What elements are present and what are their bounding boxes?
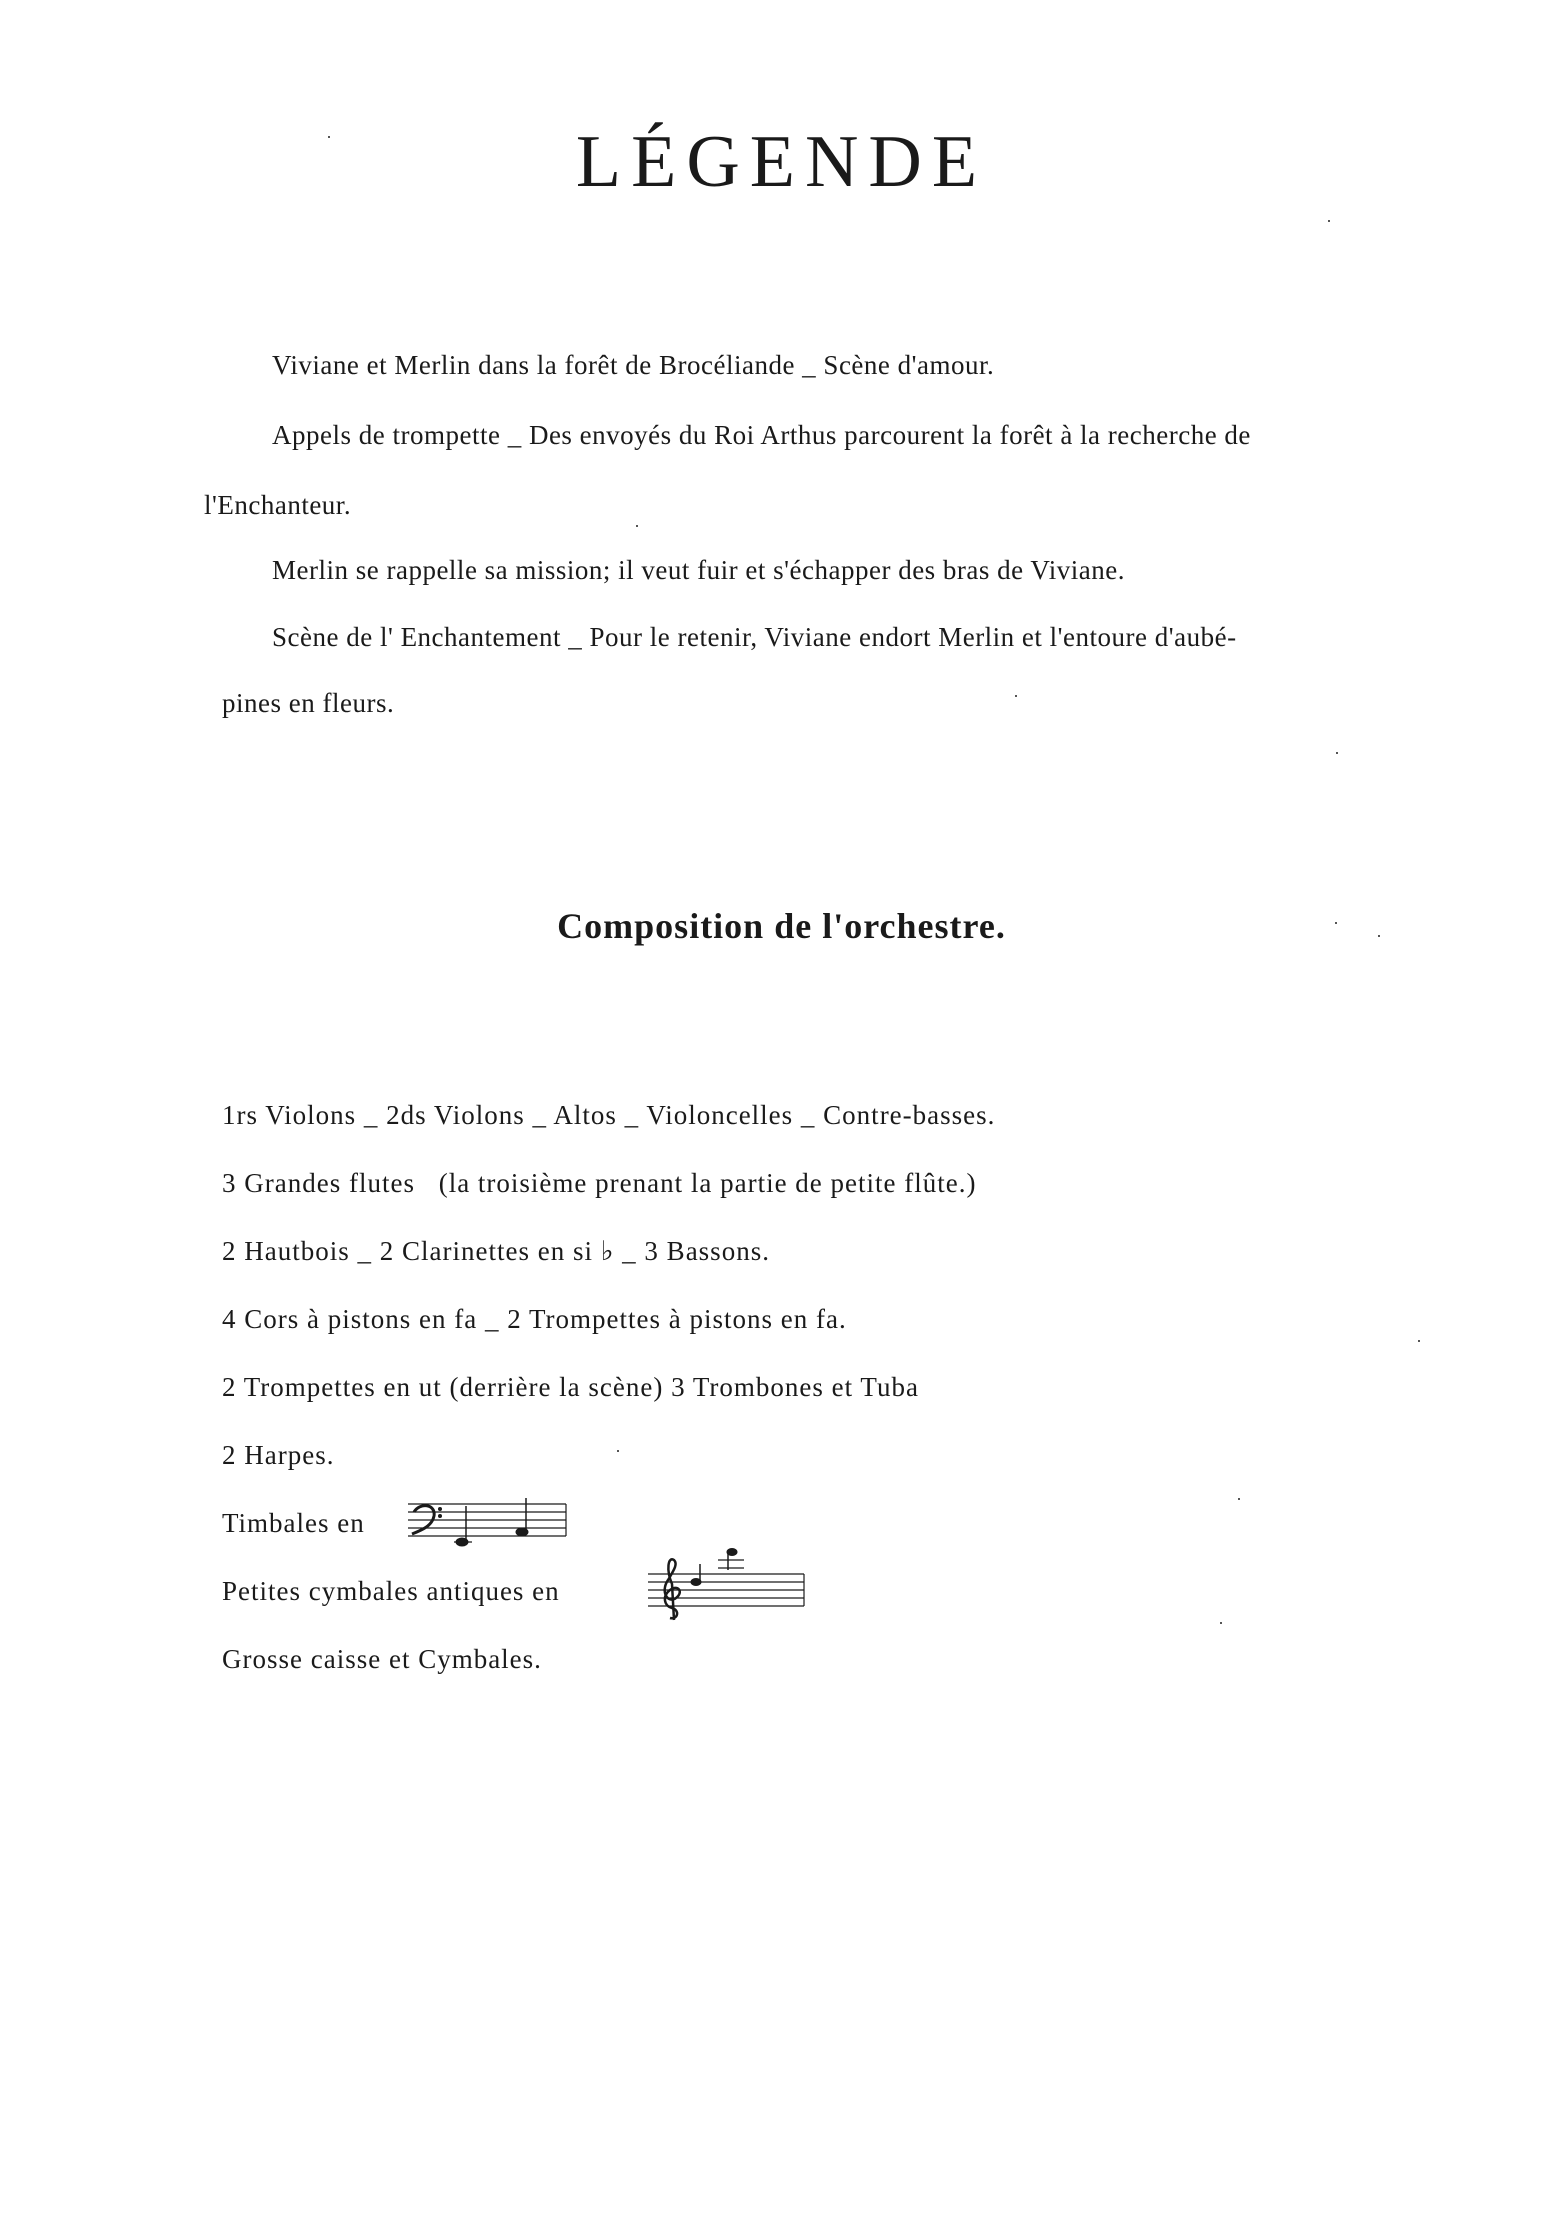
legend-paragraph-1: Viviane et Merlin dans la forêt de Brocéliande _ Scène d'amour.: [272, 350, 995, 380]
antique-cymbals-treble-staff: [648, 1540, 808, 1624]
instrument-line-flutes: [222, 1168, 977, 1199]
page-title: LÉGENDE: [575, 121, 988, 203]
legend-paragraph-3: Merlin se rappelle sa mission; il veut fuir et s'échapper des bras de Viviane.: [272, 555, 1126, 585]
instrument-line-offstage-brass: 2 Trompettes en ut (derrière la scène) 3 Trombones et Tuba: [222, 1372, 919, 1402]
instrument-line-timpani: Timbales en: [222, 1508, 365, 1538]
note-icon: [691, 1579, 701, 1586]
legend-paragraph-4-line-2: pines en fleurs.: [222, 688, 395, 718]
note-icon: [516, 1528, 528, 1536]
instrument-line-percussion: Grosse caisse et Cymbales.: [222, 1644, 542, 1674]
note-icon: [727, 1549, 737, 1556]
orchestra-heading: Composition de l'orchestre.: [557, 906, 1006, 946]
instrument-line-strings: 1rs Violons _ 2ds Violons _ Altos _ Violoncelles _ Contre-basses.: [222, 1100, 996, 1130]
flutes-note: (la troisième prenant la partie de petite flûte.): [438, 1168, 977, 1198]
instrument-line-harps: 2 Harpes.: [222, 1440, 335, 1470]
flutes-label: 3 Grandes flutes: [222, 1168, 415, 1198]
legend-paragraph-2-line-2: l'Enchanteur.: [204, 490, 352, 520]
instrument-line-brass: 4 Cors à pistons en fa _ 2 Trompettes à pistons en fa.: [222, 1304, 847, 1334]
instrument-line-antique-cymbals: Petites cymbales antiques en: [222, 1576, 560, 1606]
timpani-bass-staff: [408, 1498, 568, 1550]
legend-paragraph-2-line-1: Appels de trompette _ Des envoyés du Roi Arthus parcourent la forêt à la recherche de: [272, 420, 1251, 450]
instrument-line-woodwinds: 2 Hautbois _ 2 Clarinettes en si ♭ _ 3 Bassons.: [222, 1236, 770, 1266]
legend-paragraph-4-line-1: Scène de l' Enchantement _ Pour le retenir, Viviane endort Merlin et l'entoure d'aubé-: [272, 622, 1237, 652]
